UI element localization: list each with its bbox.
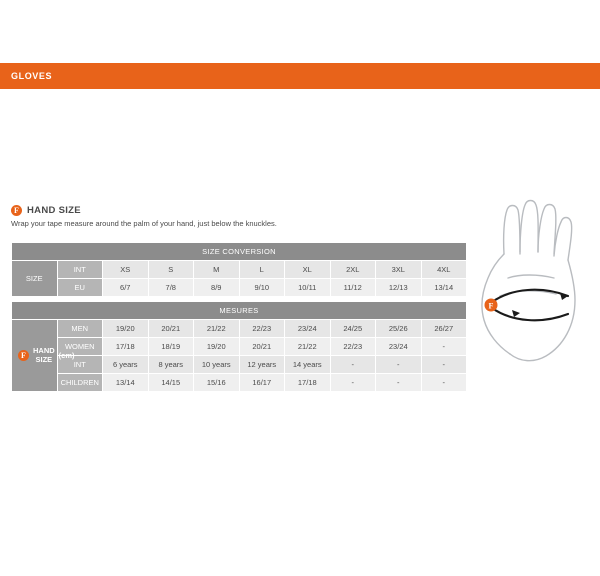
cell: 3XL (376, 260, 422, 278)
cell: - (421, 355, 467, 373)
cell: - (421, 337, 467, 355)
cell: 6 years (103, 355, 149, 373)
cell: 23/24 (376, 337, 422, 355)
band-row (12, 242, 467, 260)
cell: - (376, 373, 422, 391)
hand-size-label-text: HAND SIZE (33, 346, 55, 365)
table-row (12, 337, 467, 355)
row-label-women: WOMEN (57, 337, 103, 355)
cell: 6/7 (103, 278, 149, 296)
row-label-int: INT (57, 260, 103, 278)
cell: 17/18 (103, 337, 149, 355)
svg-text:F: F (488, 301, 494, 311)
cell: 8/9 (194, 278, 240, 296)
cell: - (421, 373, 467, 391)
cell: M (194, 260, 240, 278)
size-conversion-band-label: SIZE CONVERSION (12, 242, 467, 260)
row-label-eu: EU (57, 278, 103, 296)
size-group-label: SIZE (12, 260, 58, 296)
cell: 26/27 (421, 319, 467, 337)
table-row (12, 355, 467, 373)
hand-measure-illustration (468, 196, 596, 372)
band-row (12, 301, 467, 319)
cell: XS (103, 260, 149, 278)
cell: S (148, 260, 194, 278)
cell: XL (285, 260, 331, 278)
cell: 12/13 (376, 278, 422, 296)
cell: 13/14 (421, 278, 467, 296)
f-badge-icon: F (18, 350, 29, 361)
cell: - (330, 373, 376, 391)
gloves-banner (0, 63, 600, 89)
row-label-men: MEN (57, 319, 103, 337)
hand-size-unit: (cm) (58, 350, 75, 360)
cell: 2XL (330, 260, 376, 278)
hand-size-group-label (12, 319, 75, 391)
cell: 9/10 (239, 278, 285, 296)
row-label-int: INT (57, 355, 103, 373)
cell: 10 years (194, 355, 240, 373)
section-description: Wrap your tape measure around the palm of your hand, just below the knuckles. (11, 219, 277, 228)
cell: 19/20 (194, 337, 240, 355)
cell: 24/25 (330, 319, 376, 337)
cell: 8 years (148, 355, 194, 373)
cell: 14 years (285, 355, 331, 373)
cell: 14/15 (148, 373, 194, 391)
cell: 18/19 (148, 337, 194, 355)
cell: 20/21 (239, 337, 285, 355)
cell: 23/24 (285, 319, 331, 337)
cell: 20/21 (148, 319, 194, 337)
cell: 21/22 (285, 337, 331, 355)
cell: 4XL (421, 260, 467, 278)
mesures-table (11, 301, 467, 392)
cell: 10/11 (285, 278, 331, 296)
cell: 22/23 (239, 319, 285, 337)
cell: 11/12 (330, 278, 376, 296)
cell: 13/14 (103, 373, 149, 391)
cell: 15/16 (194, 373, 240, 391)
cell: L (239, 260, 285, 278)
cell: - (376, 355, 422, 373)
size-conversion-table (11, 242, 467, 297)
cell: 16/17 (239, 373, 285, 391)
cell: 22/23 (330, 337, 376, 355)
cell: - (330, 355, 376, 373)
cell: 7/8 (148, 278, 194, 296)
table-row (12, 373, 467, 391)
cell: 21/22 (194, 319, 240, 337)
f-badge-icon: F (11, 205, 22, 216)
table-row (12, 260, 467, 278)
banner-title: GLOVES (11, 71, 53, 81)
table-row (12, 278, 467, 296)
mesures-band-label: MESURES (12, 301, 467, 319)
cell: 19/20 (103, 319, 149, 337)
cell: 25/26 (376, 319, 422, 337)
cell: 17/18 (285, 373, 331, 391)
table-row (12, 319, 467, 337)
cell: 12 years (239, 355, 285, 373)
row-label-children: CHILDREN (57, 373, 103, 391)
section-title: HAND SIZE (27, 205, 81, 216)
